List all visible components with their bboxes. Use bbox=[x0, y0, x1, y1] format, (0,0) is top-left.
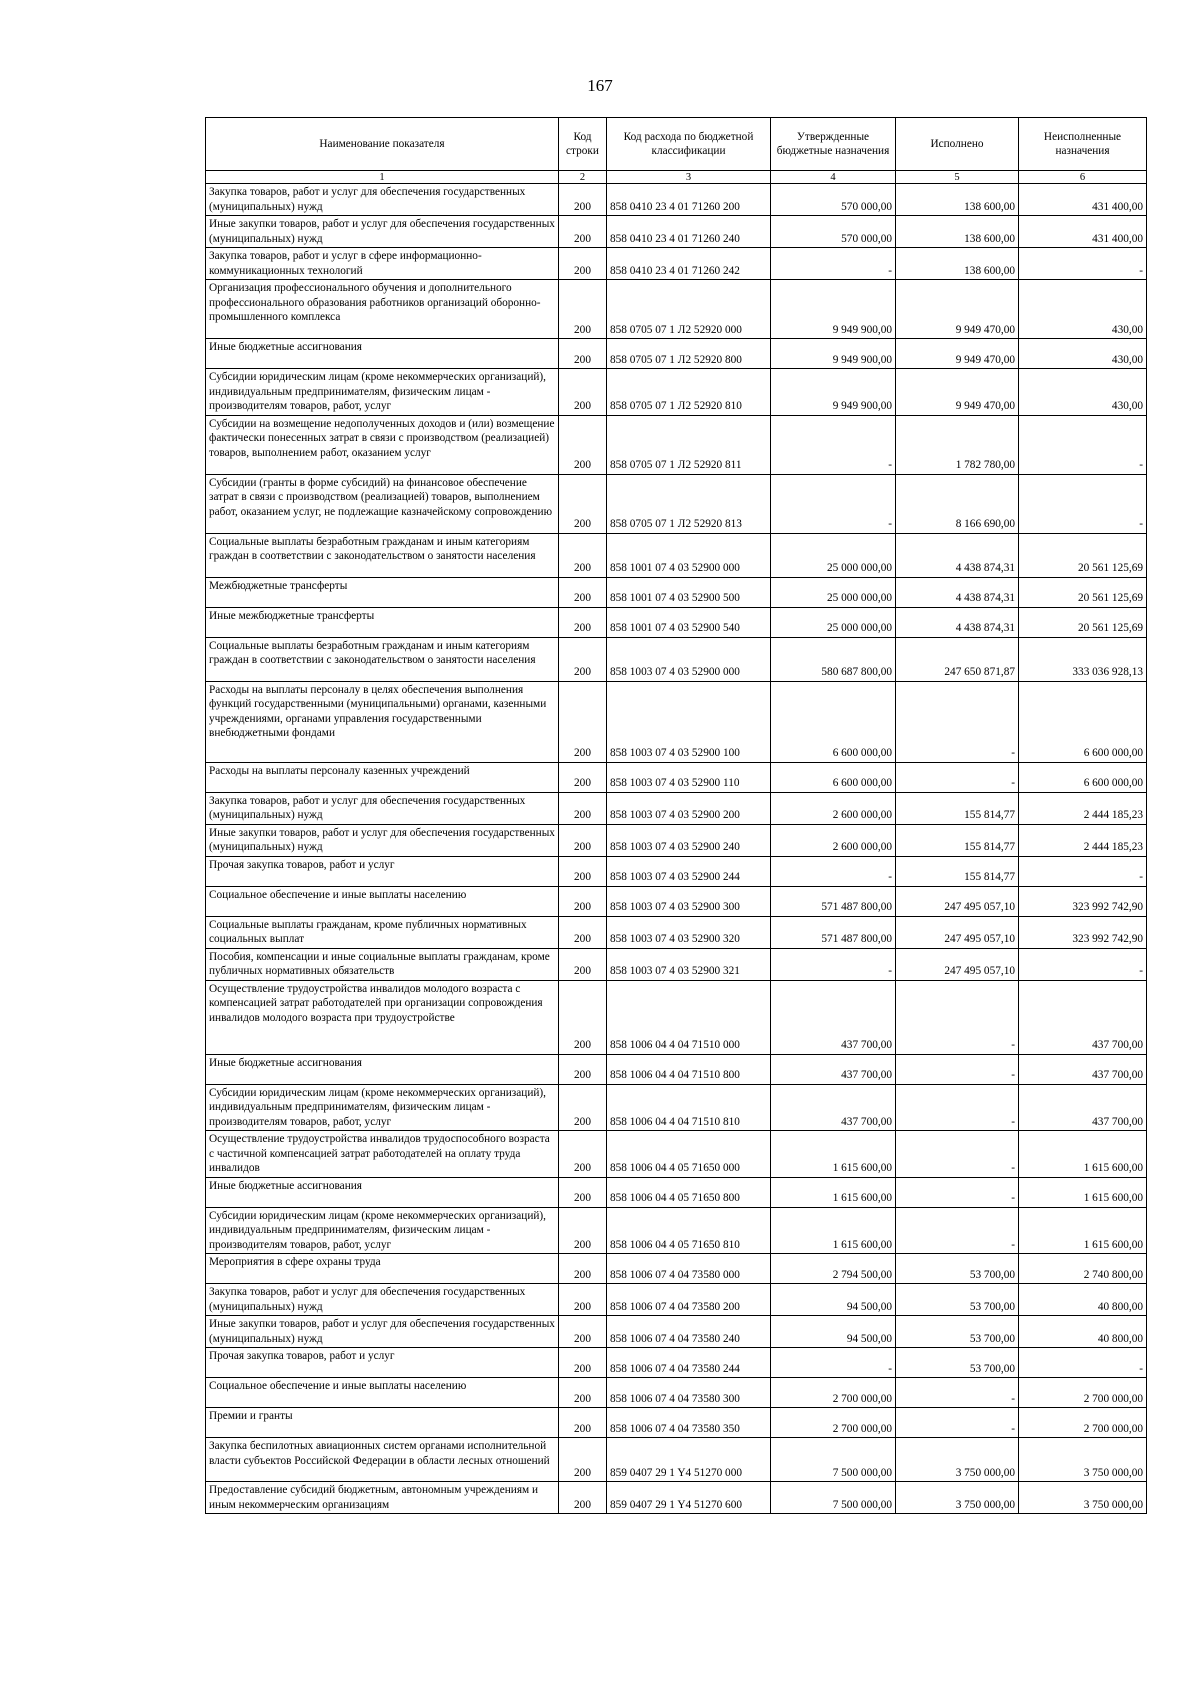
row-classification-code: 858 1003 07 4 03 52900 000 bbox=[607, 637, 771, 681]
table-row bbox=[206, 216, 1147, 248]
row-executed-amount: 3 750 000,00 bbox=[896, 1438, 1019, 1482]
table-row bbox=[206, 1131, 1147, 1178]
column-number: 3 bbox=[607, 171, 771, 184]
row-classification-code: 858 0705 07 1 Л2 52920 810 bbox=[607, 369, 771, 416]
row-name: Иные закупки товаров, работ и услуг для обеспечения государственных (муниципальных) нужд bbox=[206, 824, 559, 856]
row-executed-amount: - bbox=[896, 681, 1019, 762]
table-row bbox=[206, 184, 1147, 216]
row-unexecuted-amount: 430,00 bbox=[1019, 280, 1147, 339]
table-row bbox=[206, 1284, 1147, 1316]
table-row bbox=[206, 369, 1147, 416]
row-name: Пособия, компенсации и иные социальные выплаты гражданам, кроме публичных нормативных обязательств bbox=[206, 948, 559, 980]
table-row bbox=[206, 607, 1147, 637]
row-line-code: 200 bbox=[559, 1408, 607, 1438]
row-approved-amount: 2 700 000,00 bbox=[771, 1408, 896, 1438]
table-row bbox=[206, 1177, 1147, 1207]
row-executed-amount: - bbox=[896, 1378, 1019, 1408]
row-classification-code: 858 0410 23 4 01 71260 240 bbox=[607, 216, 771, 248]
row-approved-amount: 94 500,00 bbox=[771, 1284, 896, 1316]
row-classification-code: 858 1001 07 4 03 52900 500 bbox=[607, 577, 771, 607]
row-unexecuted-amount: 430,00 bbox=[1019, 369, 1147, 416]
budget-execution-table bbox=[205, 117, 1147, 1514]
row-classification-code: 858 1003 07 4 03 52900 321 bbox=[607, 948, 771, 980]
table-row bbox=[206, 1408, 1147, 1438]
row-classification-code: 858 0705 07 1 Л2 52920 811 bbox=[607, 415, 771, 474]
table-row bbox=[206, 762, 1147, 792]
row-line-code: 200 bbox=[559, 637, 607, 681]
row-approved-amount: 2 700 000,00 bbox=[771, 1378, 896, 1408]
table-row bbox=[206, 1254, 1147, 1284]
row-classification-code: 858 1003 07 4 03 52900 100 bbox=[607, 681, 771, 762]
row-name: Иные закупки товаров, работ и услуг для обеспечения государственных (муниципальных) нужд bbox=[206, 216, 559, 248]
row-name: Осуществление трудоустройства инвалидов молодого возраста с компенсацией затрат работодателей при организации сопровождения инвалидов молодого возраста при трудоустройстве bbox=[206, 980, 559, 1054]
row-approved-amount: 25 000 000,00 bbox=[771, 607, 896, 637]
table-row bbox=[206, 533, 1147, 577]
row-name: Закупка товаров, работ и услуг для обеспечения государственных (муниципальных) нужд bbox=[206, 184, 559, 216]
column-number: 6 bbox=[1019, 171, 1147, 184]
table-row bbox=[206, 1348, 1147, 1378]
table-row bbox=[206, 248, 1147, 280]
table-row bbox=[206, 1378, 1147, 1408]
row-executed-amount: - bbox=[896, 762, 1019, 792]
table-row bbox=[206, 637, 1147, 681]
row-executed-amount: 9 949 470,00 bbox=[896, 280, 1019, 339]
row-line-code: 200 bbox=[559, 184, 607, 216]
row-name: Прочая закупка товаров, работ и услуг bbox=[206, 1348, 559, 1378]
row-approved-amount: 25 000 000,00 bbox=[771, 577, 896, 607]
row-classification-code: 858 1003 07 4 03 52900 244 bbox=[607, 856, 771, 886]
row-approved-amount: - bbox=[771, 948, 896, 980]
row-approved-amount: 1 615 600,00 bbox=[771, 1131, 896, 1178]
table-row bbox=[206, 280, 1147, 339]
row-line-code: 200 bbox=[559, 762, 607, 792]
row-executed-amount: 9 949 470,00 bbox=[896, 339, 1019, 369]
table-row bbox=[206, 886, 1147, 916]
row-executed-amount: 247 650 871,87 bbox=[896, 637, 1019, 681]
row-unexecuted-amount: 323 992 742,90 bbox=[1019, 886, 1147, 916]
row-executed-amount: 155 814,77 bbox=[896, 856, 1019, 886]
row-approved-amount: - bbox=[771, 856, 896, 886]
row-classification-code: 858 1003 07 4 03 52900 300 bbox=[607, 886, 771, 916]
table-row bbox=[206, 1207, 1147, 1254]
row-classification-code: 859 0407 29 1 Y4 51270 000 bbox=[607, 1438, 771, 1482]
row-classification-code: 858 1003 07 4 03 52900 110 bbox=[607, 762, 771, 792]
row-approved-amount: 7 500 000,00 bbox=[771, 1438, 896, 1482]
row-classification-code: 858 1006 04 4 04 71510 810 bbox=[607, 1084, 771, 1131]
row-executed-amount: 138 600,00 bbox=[896, 184, 1019, 216]
row-classification-code: 858 0705 07 1 Л2 52920 800 bbox=[607, 339, 771, 369]
row-unexecuted-amount: 2 700 000,00 bbox=[1019, 1378, 1147, 1408]
row-executed-amount: - bbox=[896, 1408, 1019, 1438]
row-approved-amount: 571 487 800,00 bbox=[771, 886, 896, 916]
row-executed-amount: 138 600,00 bbox=[896, 216, 1019, 248]
row-line-code: 200 bbox=[559, 248, 607, 280]
row-executed-amount: 53 700,00 bbox=[896, 1254, 1019, 1284]
table-body bbox=[206, 184, 1147, 1514]
row-line-code: 200 bbox=[559, 1284, 607, 1316]
row-line-code: 200 bbox=[559, 792, 607, 824]
table-row bbox=[206, 474, 1147, 533]
column-header-line-code: Код строки bbox=[559, 118, 607, 171]
row-name: Премии и гранты bbox=[206, 1408, 559, 1438]
column-number: 2 bbox=[559, 171, 607, 184]
column-header-classification-code: Код расхода по бюджетной классификации bbox=[607, 118, 771, 171]
row-name: Социальные выплаты безработным гражданам и иным категориям граждан в соответствии с законодательством о занятости населения bbox=[206, 533, 559, 577]
row-name: Закупка беспилотных авиационных систем органами исполнительной власти субъектов Российской Федерации в области лесных отношений bbox=[206, 1438, 559, 1482]
row-name: Иные бюджетные ассигнования bbox=[206, 339, 559, 369]
table-row bbox=[206, 1438, 1147, 1482]
row-classification-code: 858 0705 07 1 Л2 52920 000 bbox=[607, 280, 771, 339]
row-line-code: 200 bbox=[559, 216, 607, 248]
row-line-code: 200 bbox=[559, 607, 607, 637]
row-unexecuted-amount: 323 992 742,90 bbox=[1019, 916, 1147, 948]
row-unexecuted-amount: 2 700 000,00 bbox=[1019, 1408, 1147, 1438]
row-approved-amount: 6 600 000,00 bbox=[771, 762, 896, 792]
column-number: 4 bbox=[771, 171, 896, 184]
row-name: Иные закупки товаров, работ и услуг для обеспечения государственных (муниципальных) нужд bbox=[206, 1316, 559, 1348]
row-executed-amount: 4 438 874,31 bbox=[896, 577, 1019, 607]
table-row bbox=[206, 1084, 1147, 1131]
row-unexecuted-amount: - bbox=[1019, 948, 1147, 980]
row-executed-amount: 8 166 690,00 bbox=[896, 474, 1019, 533]
row-classification-code: 858 1001 07 4 03 52900 540 bbox=[607, 607, 771, 637]
row-approved-amount: 1 615 600,00 bbox=[771, 1177, 896, 1207]
row-name: Социальное обеспечение и иные выплаты населению bbox=[206, 886, 559, 916]
row-unexecuted-amount: 6 600 000,00 bbox=[1019, 681, 1147, 762]
row-executed-amount: - bbox=[896, 1177, 1019, 1207]
table-row bbox=[206, 1054, 1147, 1084]
row-name: Закупка товаров, работ и услуг для обеспечения государственных (муниципальных) нужд bbox=[206, 792, 559, 824]
page-number: 167 bbox=[587, 76, 613, 95]
table-row bbox=[206, 856, 1147, 886]
row-line-code: 200 bbox=[559, 415, 607, 474]
column-header-name: Наименование показателя bbox=[206, 118, 559, 171]
table-row bbox=[206, 948, 1147, 980]
table-row bbox=[206, 1316, 1147, 1348]
row-line-code: 200 bbox=[559, 1254, 607, 1284]
row-classification-code: 858 0410 23 4 01 71260 242 bbox=[607, 248, 771, 280]
row-classification-code: 858 1006 04 4 05 71650 810 bbox=[607, 1207, 771, 1254]
row-approved-amount: - bbox=[771, 248, 896, 280]
row-classification-code: 858 1006 04 4 05 71650 000 bbox=[607, 1131, 771, 1178]
row-executed-amount: 155 814,77 bbox=[896, 792, 1019, 824]
row-name: Субсидии (гранты в форме субсидий) на финансовое обеспечение затрат в связи с производством (реализацией) товаров, выполнением работ, оказанием услуг, не подлежащие казначейскому сопровождению bbox=[206, 474, 559, 533]
row-unexecuted-amount: 1 615 600,00 bbox=[1019, 1207, 1147, 1254]
row-approved-amount: 580 687 800,00 bbox=[771, 637, 896, 681]
row-approved-amount: - bbox=[771, 1348, 896, 1378]
row-executed-amount: 138 600,00 bbox=[896, 248, 1019, 280]
row-approved-amount: 437 700,00 bbox=[771, 1054, 896, 1084]
row-unexecuted-amount: - bbox=[1019, 856, 1147, 886]
row-name: Социальные выплаты безработным гражданам и иным категориям граждан в соответствии с законодательством о занятости населения bbox=[206, 637, 559, 681]
row-executed-amount: 1 782 780,00 bbox=[896, 415, 1019, 474]
row-approved-amount: 25 000 000,00 bbox=[771, 533, 896, 577]
row-unexecuted-amount: 1 615 600,00 bbox=[1019, 1177, 1147, 1207]
table-row bbox=[206, 577, 1147, 607]
row-executed-amount: - bbox=[896, 1084, 1019, 1131]
row-approved-amount: 7 500 000,00 bbox=[771, 1482, 896, 1514]
row-line-code: 200 bbox=[559, 1131, 607, 1178]
row-executed-amount: 247 495 057,10 bbox=[896, 948, 1019, 980]
row-unexecuted-amount: 437 700,00 bbox=[1019, 1084, 1147, 1131]
row-executed-amount: 4 438 874,31 bbox=[896, 607, 1019, 637]
table-row bbox=[206, 916, 1147, 948]
row-classification-code: 858 1003 07 4 03 52900 320 bbox=[607, 916, 771, 948]
table-row bbox=[206, 681, 1147, 762]
row-approved-amount: - bbox=[771, 415, 896, 474]
row-executed-amount: 4 438 874,31 bbox=[896, 533, 1019, 577]
row-executed-amount: - bbox=[896, 980, 1019, 1054]
row-unexecuted-amount: 2 444 185,23 bbox=[1019, 824, 1147, 856]
row-approved-amount: 9 949 900,00 bbox=[771, 339, 896, 369]
row-line-code: 200 bbox=[559, 474, 607, 533]
row-name: Иные бюджетные ассигнования bbox=[206, 1177, 559, 1207]
row-line-code: 200 bbox=[559, 1054, 607, 1084]
row-line-code: 200 bbox=[559, 533, 607, 577]
table-row bbox=[206, 415, 1147, 474]
row-name: Закупка товаров, работ и услуг в сфере информационно-коммуникационных технологий bbox=[206, 248, 559, 280]
row-executed-amount: - bbox=[896, 1207, 1019, 1254]
row-name: Социальное обеспечение и иные выплаты населению bbox=[206, 1378, 559, 1408]
row-name: Социальные выплаты гражданам, кроме публичных нормативных социальных выплат bbox=[206, 916, 559, 948]
row-executed-amount: - bbox=[896, 1054, 1019, 1084]
row-classification-code: 858 1003 07 4 03 52900 200 bbox=[607, 792, 771, 824]
row-unexecuted-amount: - bbox=[1019, 474, 1147, 533]
row-line-code: 200 bbox=[559, 824, 607, 856]
row-name: Расходы на выплаты персоналу казенных учреждений bbox=[206, 762, 559, 792]
row-approved-amount: 94 500,00 bbox=[771, 1316, 896, 1348]
row-executed-amount: 247 495 057,10 bbox=[896, 886, 1019, 916]
row-name: Иные межбюджетные трансферты bbox=[206, 607, 559, 637]
row-unexecuted-amount: 40 800,00 bbox=[1019, 1316, 1147, 1348]
row-name: Иные бюджетные ассигнования bbox=[206, 1054, 559, 1084]
row-classification-code: 858 1001 07 4 03 52900 000 bbox=[607, 533, 771, 577]
row-line-code: 200 bbox=[559, 1207, 607, 1254]
row-unexecuted-amount: 333 036 928,13 bbox=[1019, 637, 1147, 681]
row-line-code: 200 bbox=[559, 339, 607, 369]
row-approved-amount: 570 000,00 bbox=[771, 184, 896, 216]
row-classification-code: 858 1006 07 4 04 73580 200 bbox=[607, 1284, 771, 1316]
row-approved-amount: 6 600 000,00 bbox=[771, 681, 896, 762]
row-line-code: 200 bbox=[559, 280, 607, 339]
table-row bbox=[206, 824, 1147, 856]
row-classification-code: 858 1006 07 4 04 73580 244 bbox=[607, 1348, 771, 1378]
row-name: Субсидии юридическим лицам (кроме некоммерческих организаций), индивидуальным предпринимателям, физическим лицам - производителям товаров, работ, услуг bbox=[206, 1084, 559, 1131]
row-unexecuted-amount: 20 561 125,69 bbox=[1019, 533, 1147, 577]
table-row bbox=[206, 1482, 1147, 1514]
row-unexecuted-amount: 431 400,00 bbox=[1019, 216, 1147, 248]
row-line-code: 200 bbox=[559, 369, 607, 416]
row-classification-code: 858 1003 07 4 03 52900 240 bbox=[607, 824, 771, 856]
row-approved-amount: 1 615 600,00 bbox=[771, 1207, 896, 1254]
row-unexecuted-amount: - bbox=[1019, 415, 1147, 474]
row-unexecuted-amount: 437 700,00 bbox=[1019, 1054, 1147, 1084]
row-executed-amount: 53 700,00 bbox=[896, 1348, 1019, 1378]
row-name: Субсидии на возмещение недополученных доходов и (или) возмещение фактически понесенных затрат в связи с производством (реализацией) товаров, выполнением работ, оказанием услуг bbox=[206, 415, 559, 474]
column-header-approved: Утвержденные бюджетные назначения bbox=[771, 118, 896, 171]
row-unexecuted-amount: 20 561 125,69 bbox=[1019, 607, 1147, 637]
row-approved-amount: 437 700,00 bbox=[771, 980, 896, 1054]
row-unexecuted-amount: - bbox=[1019, 248, 1147, 280]
row-line-code: 200 bbox=[559, 1482, 607, 1514]
row-unexecuted-amount: 2 444 185,23 bbox=[1019, 792, 1147, 824]
row-name: Межбюджетные трансферты bbox=[206, 577, 559, 607]
row-unexecuted-amount: 20 561 125,69 bbox=[1019, 577, 1147, 607]
row-name: Закупка товаров, работ и услуг для обеспечения государственных (муниципальных) нужд bbox=[206, 1284, 559, 1316]
column-number: 1 bbox=[206, 171, 559, 184]
row-classification-code: 858 0705 07 1 Л2 52920 813 bbox=[607, 474, 771, 533]
row-classification-code: 858 1006 04 4 04 71510 800 bbox=[607, 1054, 771, 1084]
row-unexecuted-amount: 40 800,00 bbox=[1019, 1284, 1147, 1316]
table-row bbox=[206, 980, 1147, 1054]
row-executed-amount: 9 949 470,00 bbox=[896, 369, 1019, 416]
row-approved-amount: 570 000,00 bbox=[771, 216, 896, 248]
row-line-code: 200 bbox=[559, 577, 607, 607]
row-line-code: 200 bbox=[559, 1438, 607, 1482]
row-name: Прочая закупка товаров, работ и услуг bbox=[206, 856, 559, 886]
row-classification-code: 858 1006 04 4 05 71650 800 bbox=[607, 1177, 771, 1207]
row-executed-amount: 155 814,77 bbox=[896, 824, 1019, 856]
row-unexecuted-amount: 437 700,00 bbox=[1019, 980, 1147, 1054]
row-approved-amount: - bbox=[771, 474, 896, 533]
row-line-code: 200 bbox=[559, 1084, 607, 1131]
row-name: Расходы на выплаты персоналу в целях обеспечения выполнения функций государственными (муниципальными) органами, казенными учреждениями, органами управления государственными внебюджетными фондами bbox=[206, 681, 559, 762]
row-line-code: 200 bbox=[559, 916, 607, 948]
row-approved-amount: 437 700,00 bbox=[771, 1084, 896, 1131]
row-executed-amount: - bbox=[896, 1131, 1019, 1178]
row-line-code: 200 bbox=[559, 1348, 607, 1378]
table-row bbox=[206, 792, 1147, 824]
row-approved-amount: 9 949 900,00 bbox=[771, 280, 896, 339]
row-line-code: 200 bbox=[559, 980, 607, 1054]
row-executed-amount: 53 700,00 bbox=[896, 1316, 1019, 1348]
row-unexecuted-amount: 2 740 800,00 bbox=[1019, 1254, 1147, 1284]
row-line-code: 200 bbox=[559, 1316, 607, 1348]
row-classification-code: 858 1006 07 4 04 73580 240 bbox=[607, 1316, 771, 1348]
row-approved-amount: 2 600 000,00 bbox=[771, 824, 896, 856]
row-line-code: 200 bbox=[559, 681, 607, 762]
row-approved-amount: 9 949 900,00 bbox=[771, 369, 896, 416]
row-unexecuted-amount: 1 615 600,00 bbox=[1019, 1131, 1147, 1178]
row-line-code: 200 bbox=[559, 856, 607, 886]
row-approved-amount: 2 600 000,00 bbox=[771, 792, 896, 824]
row-classification-code: 858 1006 07 4 04 73580 000 bbox=[607, 1254, 771, 1284]
row-classification-code: 859 0407 29 1 Y4 51270 600 bbox=[607, 1482, 771, 1514]
row-unexecuted-amount: 6 600 000,00 bbox=[1019, 762, 1147, 792]
row-classification-code: 858 1006 07 4 04 73580 300 bbox=[607, 1378, 771, 1408]
row-unexecuted-amount: 431 400,00 bbox=[1019, 184, 1147, 216]
row-executed-amount: 53 700,00 bbox=[896, 1284, 1019, 1316]
row-classification-code: 858 1006 04 4 04 71510 000 bbox=[607, 980, 771, 1054]
row-name: Осуществление трудоустройства инвалидов трудоспособного возраста с частичной компенсацией затрат работодателей на оплату труда инвалидов bbox=[206, 1131, 559, 1178]
row-unexecuted-amount: - bbox=[1019, 1348, 1147, 1378]
row-classification-code: 858 0410 23 4 01 71260 200 bbox=[607, 184, 771, 216]
row-name: Предоставление субсидий бюджетным, автономным учреждениям и иным некоммерческим организациям bbox=[206, 1482, 559, 1514]
row-executed-amount: 247 495 057,10 bbox=[896, 916, 1019, 948]
row-name: Организация профессионального обучения и дополнительного профессионального образования работников организаций оборонно-промышленного комплекса bbox=[206, 280, 559, 339]
row-name: Субсидии юридическим лицам (кроме некоммерческих организаций), индивидуальным предпринимателям, физическим лицам - производителям товаров, работ, услуг bbox=[206, 369, 559, 416]
row-approved-amount: 2 794 500,00 bbox=[771, 1254, 896, 1284]
table-row bbox=[206, 339, 1147, 369]
row-approved-amount: 571 487 800,00 bbox=[771, 916, 896, 948]
row-line-code: 200 bbox=[559, 948, 607, 980]
row-name: Мероприятия в сфере охраны труда bbox=[206, 1254, 559, 1284]
row-line-code: 200 bbox=[559, 886, 607, 916]
row-name: Субсидии юридическим лицам (кроме некоммерческих организаций), индивидуальным предпринимателям, физическим лицам - производителям товаров, работ, услуг bbox=[206, 1207, 559, 1254]
row-executed-amount: 3 750 000,00 bbox=[896, 1482, 1019, 1514]
row-line-code: 200 bbox=[559, 1378, 607, 1408]
column-header-executed: Исполнено bbox=[896, 118, 1019, 171]
row-unexecuted-amount: 3 750 000,00 bbox=[1019, 1482, 1147, 1514]
column-number: 5 bbox=[896, 171, 1019, 184]
column-header-unexecuted: Неисполненные назначения bbox=[1019, 118, 1147, 171]
row-classification-code: 858 1006 07 4 04 73580 350 bbox=[607, 1408, 771, 1438]
row-unexecuted-amount: 430,00 bbox=[1019, 339, 1147, 369]
row-unexecuted-amount: 3 750 000,00 bbox=[1019, 1438, 1147, 1482]
row-line-code: 200 bbox=[559, 1177, 607, 1207]
